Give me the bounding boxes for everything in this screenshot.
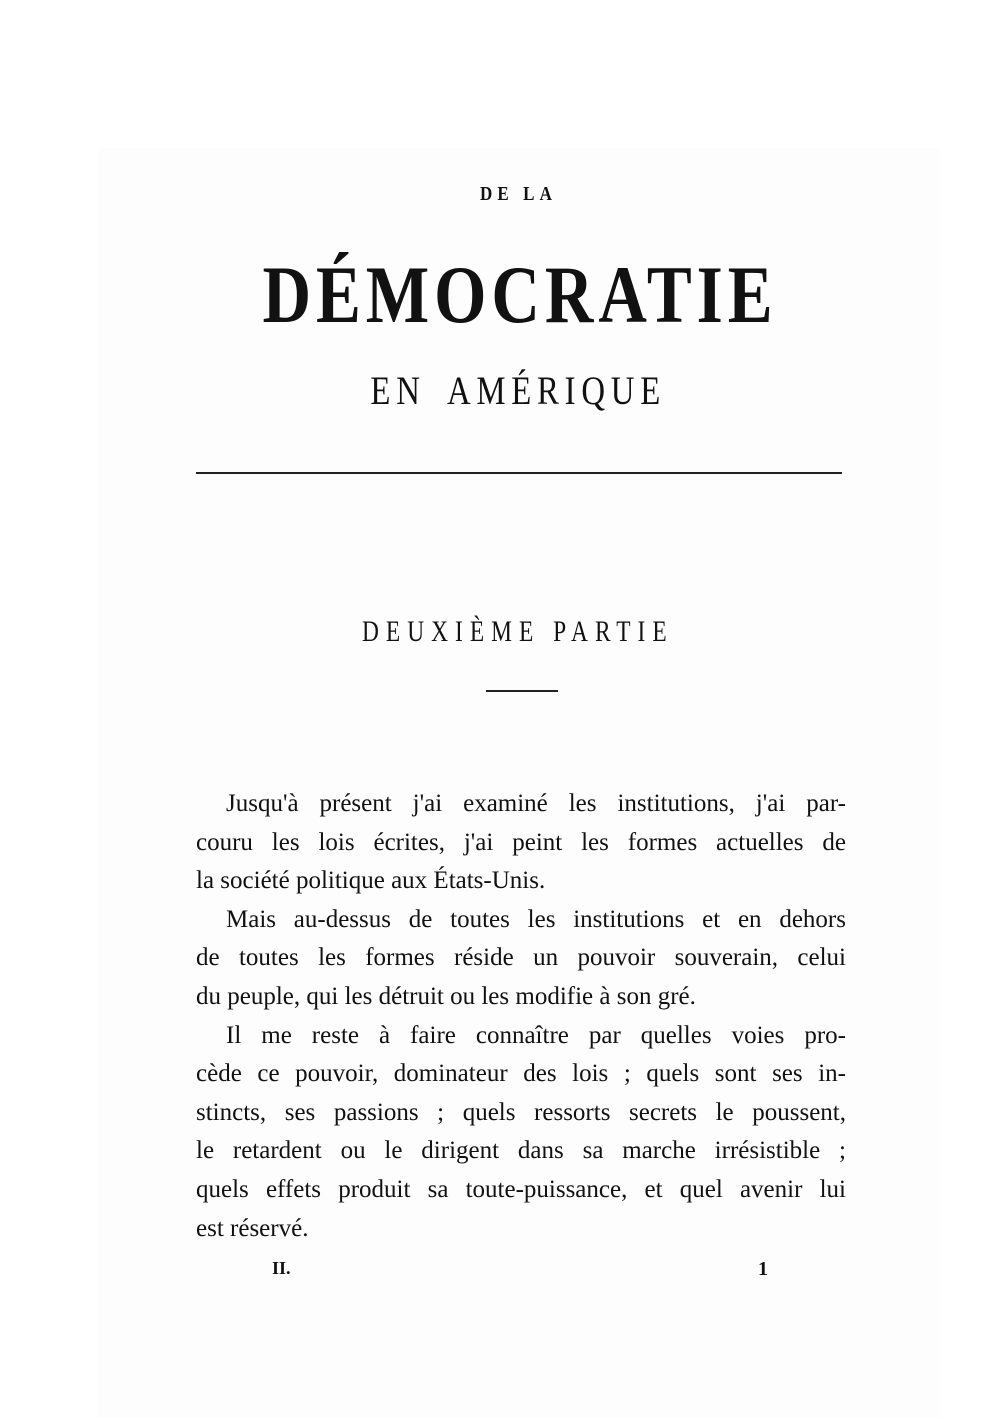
sub-title [92, 366, 928, 416]
text-line: de toutes les formes réside un pouvoir souverain, celui [196, 944, 846, 972]
text-line: Mais au-dessus de toutes les institutions et en dehors [226, 905, 846, 933]
text-line: cède ce pouvoir, dominateur des lois ; quels sont ses in- [196, 1060, 846, 1088]
text-line: le retardent ou le dirigent dans sa marche irrésistible ; [196, 1137, 846, 1165]
sub-title-amerique: AMÉRIQUE [446, 368, 666, 413]
pre-title: DE LA [479, 183, 557, 205]
paragraph-1 [196, 785, 846, 901]
part-divider-rule [486, 690, 558, 692]
body-text [196, 785, 846, 1248]
text-line: du peuple, qui les détruit ou les modifie à son gré. [196, 982, 696, 1010]
part-title: DEUXIÈME PARTIE [361, 615, 674, 648]
title-divider-rule [196, 472, 842, 474]
page-number: 1 [758, 1258, 768, 1280]
text-line: couru les lois écrites, j'ai peint les formes actuelles de [196, 828, 846, 856]
text-line: quels effets produit sa toute-puissance, et quel avenir lui [196, 1175, 846, 1203]
text-line: la société politique aux États-Unis. [196, 867, 546, 895]
text-line: Jusqu'à présent j'ai examiné les institutions, j'ai par- [226, 790, 846, 817]
main-title: DÉMOCRATIE [262, 249, 778, 340]
text-line: stincts, ses passions ; quels ressorts secrets le poussent, [196, 1098, 846, 1126]
signature-mark: II. [272, 1258, 291, 1278]
paragraph-2 [196, 901, 846, 1017]
text-line: est réservé. [196, 1214, 309, 1242]
paragraph-3 [196, 1017, 846, 1249]
sub-title-en: EN [370, 368, 426, 413]
text-line: Il me reste à faire connaître par quelles voies pro- [226, 1021, 846, 1049]
